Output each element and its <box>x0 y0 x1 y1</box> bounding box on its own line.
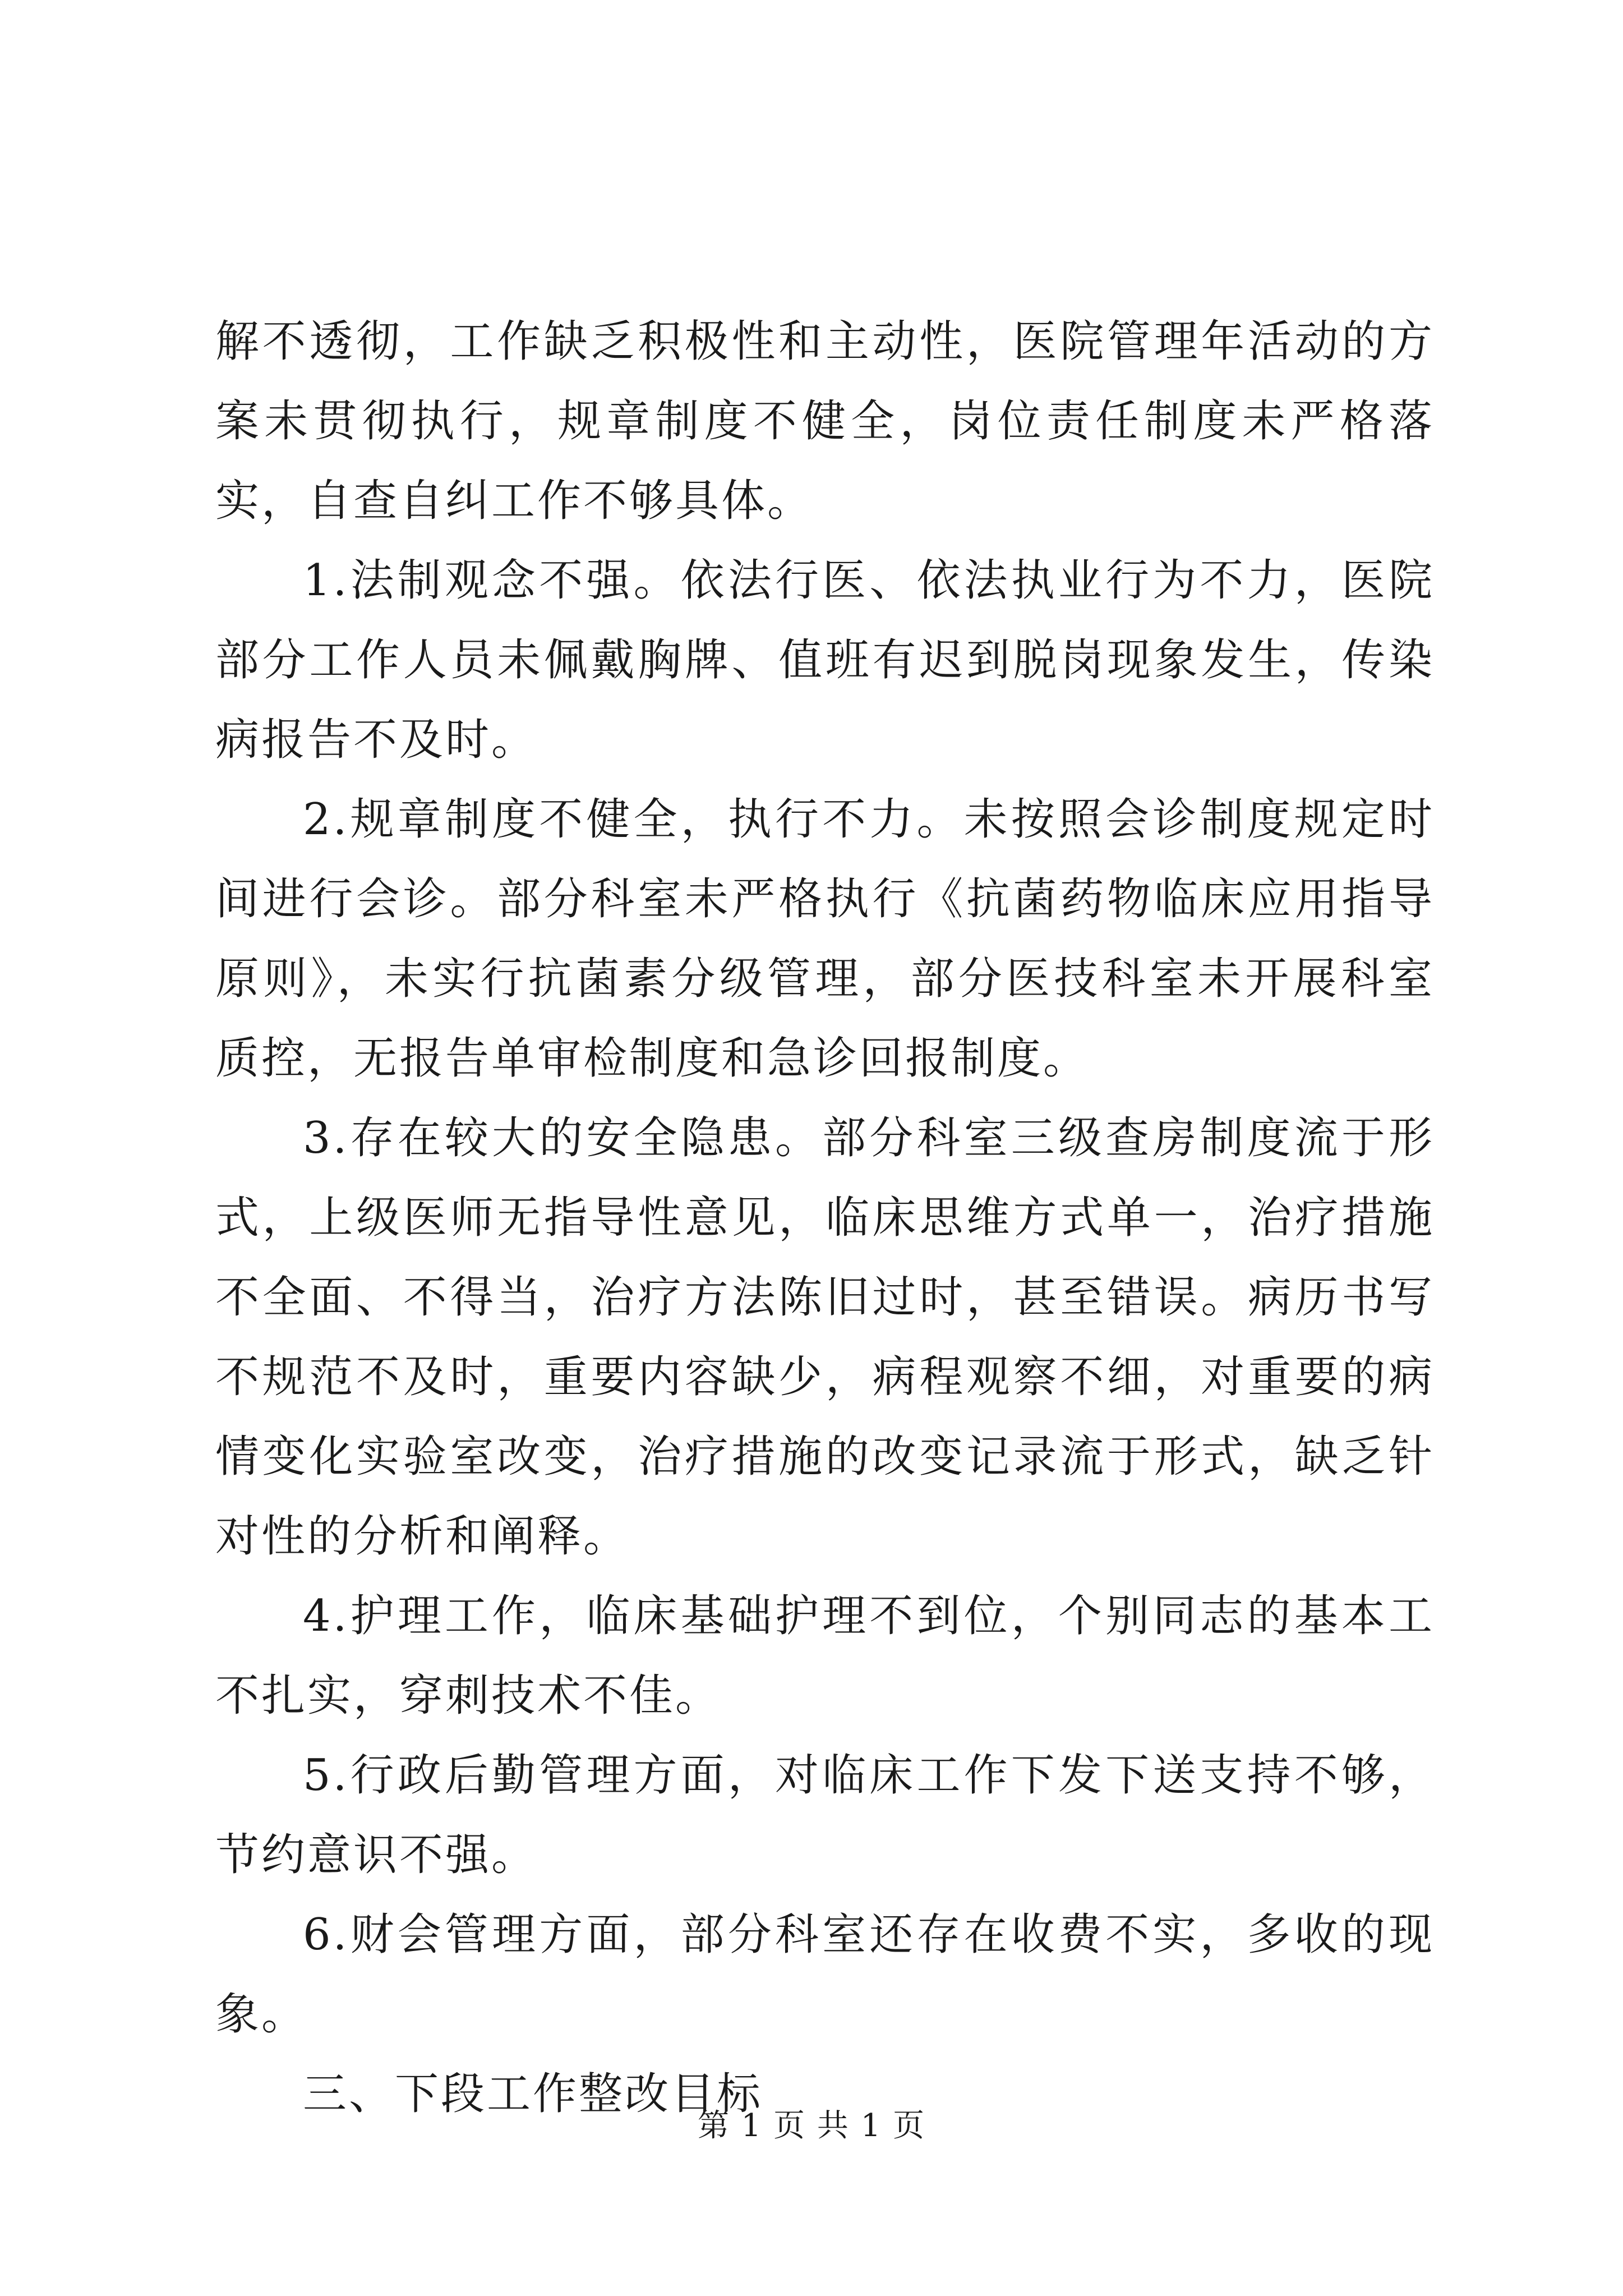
page-footer <box>0 2104 1623 2148</box>
document-body <box>215 302 1435 2134</box>
paragraph-item-3: 3.存在较大的安全隐患。部分科室三级查房制度流于形式，上级医师无指导性意见，临床思维方式单一，治疗措施不全面、不得当，治疗方法陈旧过时，甚至错误。病历书写不规范不及时，重要内容缺少，病程观察不细，对重要的病情变化实验室改变，治疗措施的改变记录流于形式，缺乏针对性的分析和阐释。 <box>215 1113 1435 1562</box>
paragraph-item-4: 4.护理工作，临床基础护理不到位，个别同志的基本工不扎实，穿刺技术不佳。 <box>215 1591 1435 1721</box>
paragraph: 解不透彻，工作缺乏积极性和主动性，医院管理年活动的方案未贯彻执行，规章制度不健全，岗位责任制度未严格落实，自查自纠工作不够具体。 <box>215 316 1435 526</box>
page-number-label: 第 1 页 共 1 页 <box>697 2108 926 2144</box>
paragraph-item-2: 2.规章制度不健全，执行不力。未按照会诊制度规定时间进行会诊。部分科室未严格执行《抗菌药物临床应用指导原则》，未实行抗菌素分级管理，部分医技科室未开展科室质控，无报告单审检制度和急诊回报制度。 <box>215 794 1435 1084</box>
section-heading: 三、下段工作整改目标 <box>303 2069 763 2119</box>
paragraph-item-1: 1.法制观念不强。依法行医、依法执业行为不力，医院部分工作人员未佩戴胸牌、值班有迟到脱岗现象发生，传染病报告不及时。 <box>215 555 1435 765</box>
paragraph-item-6: 6.财会管理方面，部分科室还存在收费不实，多收的现象。 <box>215 1910 1435 2040</box>
paragraph-item-5: 5.行政后勤管理方面，对临床工作下发下送支持不够，节约意识不强。 <box>215 1750 1435 1880</box>
